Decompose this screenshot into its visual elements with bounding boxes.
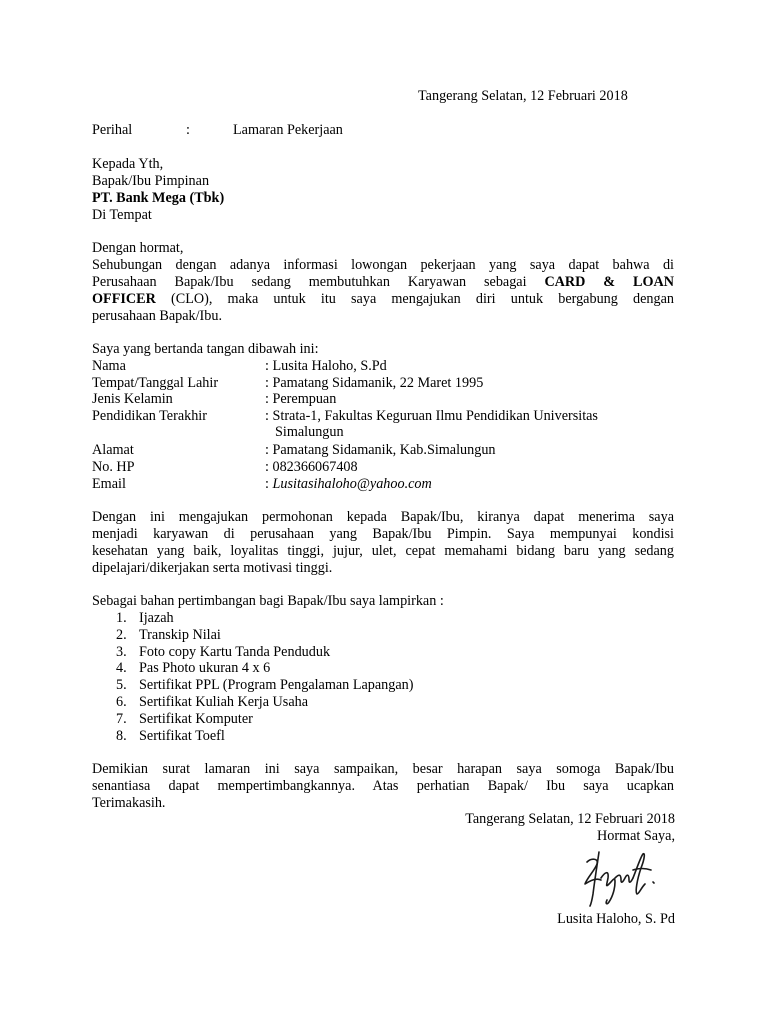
request-line-4: dipelajari/dikerjakan serta motivasi tinggi. <box>92 560 333 576</box>
recipient-line1: Kepada Yth, <box>92 156 164 172</box>
identity-row-birth: Tempat/Tanggal Lahir : Pamatang Sidamanik, 22 Maret 1995 <box>92 375 484 391</box>
closing-paragraph <box>92 761 674 812</box>
regards: Hormat Saya, <box>596 828 675 844</box>
intro-line-4: perusahaan Bapak/Ibu. <box>92 308 223 324</box>
identity-row-education: Pendidikan Terakhir : Strata-1, Fakultas Keguruan Ilmu Pendidikan Universitas <box>92 408 598 424</box>
intro-line-2: Perusahaan Bapak/Ibu sedang membutuhkan Karyawan sebagai CARD & LOAN <box>92 274 675 290</box>
identity-row-gender: Jenis Kelamin : Perempuan <box>92 391 337 407</box>
request-line-2: menjadi karyawan di perusahaan yang Bapak/Ibu Pimpin. Saya mempunyai kondisi <box>92 526 674 542</box>
signature-image <box>575 848 657 908</box>
attachment-item: 4. Pas Photo ukuran 4 x 6 <box>116 660 271 676</box>
identity-education-cont: Simalungun <box>275 424 344 440</box>
identity-row-name: Nama : Lusita Haloho, S.Pd <box>92 358 387 374</box>
identity-row-address: Alamat : Pamatang Sidamanik, Kab.Simalungun <box>92 442 496 458</box>
closing-line-3: Terimakasih. <box>92 795 166 811</box>
identity-row-email: Email : Lusitasihaloho@yahoo.com <box>92 476 432 492</box>
identity-intro: Saya yang bertanda tangan dibawah ini: <box>92 341 319 357</box>
recipient-line2: Bapak/Ibu Pimpinan <box>92 173 210 189</box>
attachment-item: 1. Ijazah <box>116 610 174 626</box>
closing-line-1: Demikian surat lamaran ini saya sampaikan, besar harapan saya somoga Bapak/Ibu <box>92 761 674 777</box>
subject-value: Lamaran Pekerjaan <box>233 122 343 138</box>
request-line-3: kesehatan yang baik, loyalitas tinggi, jujur, ulet, cepat memahami bidang baru yang sedang <box>92 543 674 559</box>
recipient-line4: Di Tempat <box>92 207 152 223</box>
signature-name: Lusita Haloho, S. Pd <box>557 911 675 927</box>
request-paragraph <box>92 509 674 577</box>
greeting: Dengan hormat, <box>92 240 184 256</box>
closing-line-2: senantiasa dapat mempertimbangkannya. Atas perhatian Bapak/ Ibu saya ucapkan <box>92 778 674 794</box>
subject-colon: : <box>186 122 190 138</box>
attachment-item: 3. Foto copy Kartu Tanda Penduduk <box>116 644 331 660</box>
identity-row-phone: No. HP : 082366067408 <box>92 459 358 475</box>
attachment-item: 2. Transkip Nilai <box>116 627 221 643</box>
email-value: Lusitasihaloho@yahoo.com <box>272 476 432 492</box>
attachment-item: 6. Sertifikat Kuliah Kerja Usaha <box>116 694 309 710</box>
attachment-item: 7. Sertifikat Komputer <box>116 711 253 727</box>
attachment-item: 8. Sertifikat Toefl <box>116 728 225 744</box>
date-top: Tangerang Selatan, 12 Februari 2018 <box>418 88 628 104</box>
recipient-company: PT. Bank Mega (Tbk) <box>92 190 225 206</box>
subject-label: Perihal <box>92 122 133 138</box>
intro-line-1: Sehubungan dengan adanya informasi lowongan pekerjaan yang saya dapat bahwa di <box>92 257 674 273</box>
intro-line-3: OFFICER (CLO), maka untuk itu saya mengajukan diri untuk bergabung dengan <box>92 291 674 307</box>
attachments-intro: Sebagai bahan pertimbangan bagi Bapak/Ibu saya lampirkan : <box>92 593 444 609</box>
request-line-1: Dengan ini mengajukan permohonan kepada Bapak/Ibu, kiranya dapat menerima saya <box>92 509 674 525</box>
date-bottom: Tangerang Selatan, 12 Februari 2018 <box>465 811 675 827</box>
attachment-item: 5. Sertifikat PPL (Program Pengalaman Lapangan) <box>116 677 414 693</box>
intro-paragraph <box>92 257 674 325</box>
